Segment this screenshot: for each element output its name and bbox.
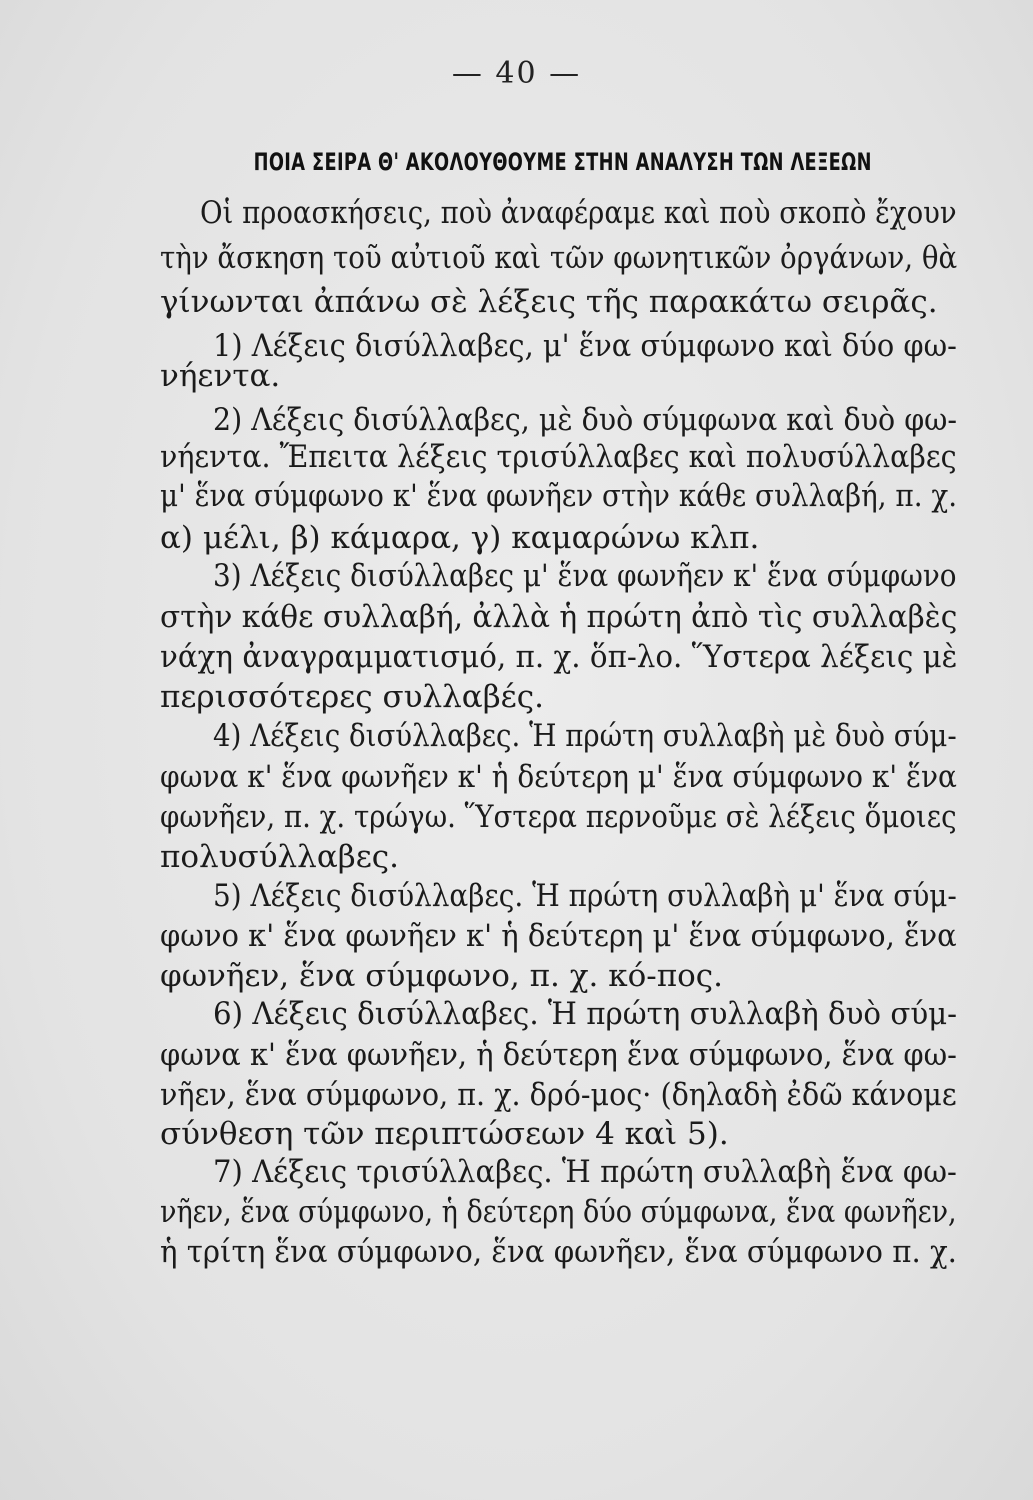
text-line: φωνα κ' ἕνα φωνῆεν κ' ἡ δεύτερη μ' ἕνα σύμφωνο κ' ἕνα: [160, 759, 957, 795]
text-line: α) μέλι, β) κάμαρα, γ) καμαρώνω κλπ.: [160, 520, 760, 556]
text-line: 5) Λέξεις δισύλλαβες. Ἡ πρώτη συλλαβὴ μ' ἕνα σύμ-: [213, 878, 957, 914]
text-line: νήεντα.: [160, 358, 281, 394]
text-line: φωνα κ' ἕνα φωνῆεν, ἡ δεύτερη ἕνα σύμφωνο, ἕνα φω-: [160, 1037, 957, 1073]
page-number: — 40 —: [451, 56, 582, 91]
text-line: νάχη ἀναγραμματισμό, π. χ. ὅπ-λο. Ὕστερα λέξεις μὲ: [160, 639, 958, 675]
text-line: 7) Λέξεις τρισύλλαβες. Ἡ πρώτη συλλαβὴ ἕνα φω-: [213, 1154, 957, 1190]
text-line: φωνῆεν, π. χ. τρώγω. Ὕστερα περνοῦμε σὲ λέξεις ὅμοιες: [160, 799, 957, 835]
text-line: νῆεν, ἕνα σύμφωνο, π. χ. δρό-μος· (δηλαδὴ ἐδῶ κάνομε: [160, 1077, 957, 1113]
text-line: στὴν κάθε συλλαβή, ἀλλὰ ἡ πρώτη ἀπὸ τὶς συλλαβὲς: [160, 599, 958, 635]
text-line: περισσότερες συλλαβές.: [160, 679, 544, 715]
text-line: πολυσύλλαβες.: [160, 839, 399, 875]
section-heading: ΠΟΙΑ ΣΕΙΡΑ Θ' ΑΚΟΛΟΥΘΟΥΜΕ ΣΤΗΝ ΑΝΑΛΥΣΗ ΤΩΝ ΛΕΞΕΩΝ: [253, 148, 872, 176]
text-line: 4) Λέξεις δισύλλαβες. Ἡ πρώτη συλλαβὴ μὲ δυὸ σύμ-: [213, 718, 957, 754]
text-line: φωνο κ' ἕνα φωνῆεν κ' ἡ δεύτερη μ' ἕνα σύμφωνο, ἕνα: [160, 918, 957, 954]
text-line: 2) Λέξεις δισύλλαβες, μὲ δυὸ σύμφωνα καὶ δυὸ φω-: [213, 402, 957, 438]
text-line: Οἱ προασκήσεις, ποὺ ἀναφέραμε καὶ ποὺ σκοπὸ ἔχουν: [200, 195, 957, 231]
text-line: μ' ἕνα σύμφωνο κ' ἕνα φωνῆεν στὴν κάθε συλλαβή, π. χ.: [160, 478, 958, 514]
text-line: 3) Λέξεις δισύλλαβες μ' ἕνα φωνῆεν κ' ἕνα σύμφωνο: [213, 558, 957, 594]
text-line: 6) Λέξεις δισύλλαβες. Ἡ πρώτη συλλαβὴ δυὸ σύμ-: [213, 996, 958, 1032]
text-line: 1) Λέξεις δισύλλαβες, μ' ἕνα σύμφωνο καὶ δύο φω-: [213, 328, 957, 364]
text-line: νήεντα. Ἔπειτα λέξεις τρισύλλαβες καὶ πολυσύλλαβες: [160, 439, 957, 475]
text-line: φωνῆεν, ἕνα σύμφωνο, π. χ. κό-πος.: [160, 958, 723, 994]
text-line: σύνθεση τῶν περιπτώσεων 4 καὶ 5).: [160, 1116, 729, 1152]
text-line: τὴν ἄσκηση τοῦ αὐτιοῦ καὶ τῶν φωνητικῶν ὀργάνων, θὰ: [160, 240, 958, 276]
text-line: γίνωνται ἀπάνω σὲ λέξεις τῆς παρακάτω σειρᾶς.: [160, 284, 938, 320]
text-line: νῆεν, ἕνα σύμφωνο, ἡ δεύτερη δύο σύμφωνα, ἕνα φωνῆεν,: [160, 1194, 957, 1230]
text-line: ἡ τρίτη ἕνα σύμφωνο, ἕνα φωνῆεν, ἕνα σύμφωνο π. χ.: [160, 1234, 957, 1270]
